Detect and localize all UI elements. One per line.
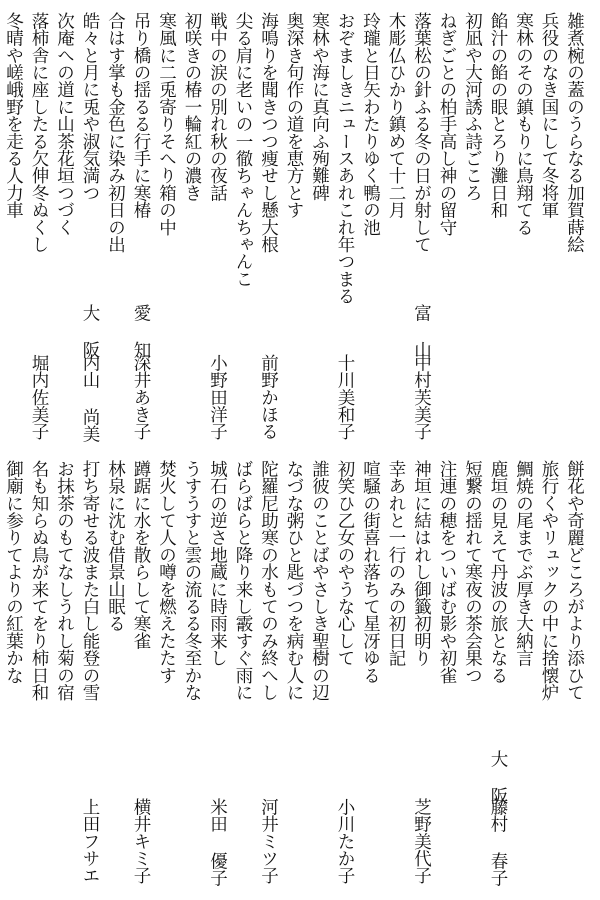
haiku-column <box>2 460 26 900</box>
haiku-line: 玲瓏と日矢わたりゆく鴨の池 <box>360 12 381 236</box>
haiku-line: 合はす掌も金色に染み初日の出 <box>105 12 126 253</box>
haiku-column <box>231 12 255 452</box>
haiku-column <box>563 460 587 900</box>
author-name: 藤村 春子 <box>488 798 508 887</box>
haiku-column <box>537 460 561 900</box>
haiku-line: 城石の逆さ地蔵に時雨来し <box>207 460 228 667</box>
author-name: 芝野美代子 <box>411 798 432 885</box>
haiku-column <box>257 12 281 452</box>
haiku-column <box>2 12 26 452</box>
author-name: 深井あき子 <box>131 354 151 441</box>
haiku-line: 冬晴や嵯峨野を走る人力車 <box>3 12 24 219</box>
haiku-column <box>537 12 561 452</box>
haiku-line: 皓々と月に兎や淑気満つ <box>80 12 100 202</box>
haiku-column <box>104 12 128 452</box>
haiku-line: 焚火して人の噂を燃えたたす <box>156 460 177 684</box>
haiku-line: 鯛焼の尾までぶ厚き大納言 <box>513 460 534 667</box>
haiku-column <box>206 460 230 900</box>
haiku-line: おぞましきニュースあれこれ年つまる <box>335 12 355 305</box>
author-name: 小野田洋子 <box>207 354 228 441</box>
author-region: 富 山 <box>411 304 432 359</box>
haiku-column <box>384 460 408 900</box>
haiku-line: お抹茶のもてなしうれし菊の宿 <box>54 460 75 701</box>
haiku-column <box>308 12 332 452</box>
haiku-column <box>512 460 536 900</box>
haiku-line: うすうすと雲の流るる冬至かな <box>182 460 202 701</box>
haiku-line: 餅花や奇麗どころがより添ひて <box>564 460 585 701</box>
haiku-column <box>53 460 77 900</box>
haiku-column <box>461 12 485 452</box>
author-name: 前野かほる <box>258 354 279 441</box>
haiku-line: 旅行くやリュックの中に捨懐炉 <box>539 460 559 701</box>
haiku-line: ばらばらと降り来し霰すぐ雨に <box>233 460 253 701</box>
haiku-column <box>206 12 230 452</box>
haiku-column <box>155 460 179 900</box>
haiku-line: 鹿垣の見えて丹波の旅となる <box>488 460 508 684</box>
haiku-line: 蹲踞に水を散らして寒雀 <box>131 460 151 650</box>
haiku-line: 戦中の涙の別れ秋の夜話 <box>207 12 228 202</box>
haiku-line: 尖る肩に老いの一徹ちゃんちゃんこ <box>233 12 253 288</box>
haiku-line: 喧騒の街喜れ落ちて星冴ゆる <box>360 460 381 684</box>
haiku-line: 初笑ひ乙女のやうな心して <box>335 460 355 667</box>
haiku-line: 奥深き句作の道を恵方とす <box>284 12 304 219</box>
haiku-line: 次庵への道に山茶花垣つづく <box>54 12 75 236</box>
author-name: 上田フサエ <box>80 798 100 885</box>
haiku-line: 寒林のその鎮もりに鳥翔てる <box>513 12 534 236</box>
haiku-line: 餡汁の餡の眼とろり灘日和 <box>488 12 508 219</box>
haiku-column <box>333 460 357 900</box>
haiku-column <box>384 12 408 452</box>
haiku-line: 吊り橋の揺るる行手に寒椿 <box>131 12 151 219</box>
haiku-line: なづな粥ひと匙づつを病む人に <box>284 460 304 701</box>
haiku-column <box>359 12 383 452</box>
haiku-column <box>435 460 459 900</box>
haiku-line: 初咲きの椿一輪紅の濃き <box>182 12 202 202</box>
haiku-line: 初凪や大河誘ふ詩ごころ <box>462 12 483 202</box>
author-name: 十川美和子 <box>335 354 355 441</box>
author-name: 小川たか子 <box>335 798 355 885</box>
haiku-line: 落葉松の針ふる冬の日が射して <box>411 12 432 253</box>
haiku-column <box>461 460 485 900</box>
haiku-line: 雑煮椀の蓋のうらなる加賀蒔絵 <box>564 12 585 253</box>
haiku-column <box>333 12 357 452</box>
haiku-column <box>410 12 434 452</box>
haiku-column <box>257 460 281 900</box>
haiku-line: 落柿舎に座したる欠伸冬ぬくし <box>29 12 49 253</box>
haiku-column <box>180 460 204 900</box>
author-name: 米田 優子 <box>207 798 228 887</box>
author-region: 愛 知 <box>131 304 151 359</box>
haiku-line: 木彫仏ひかり鎮めて十二月 <box>386 12 406 219</box>
haiku-column <box>486 460 510 900</box>
author-name: 横井キミ子 <box>131 798 151 885</box>
author-name: 中村芙美子 <box>411 354 432 441</box>
haiku-column <box>410 460 434 900</box>
haiku-line: 寒風に二兎寄りそへり箱の中 <box>156 12 177 236</box>
haiku-column <box>359 460 383 900</box>
haiku-column <box>231 460 255 900</box>
haiku-column <box>78 12 102 452</box>
haiku-column <box>282 12 306 452</box>
haiku-column <box>53 12 77 452</box>
haiku-column <box>180 12 204 452</box>
haiku-line: 幸あれと一行のみの初日記 <box>386 460 406 667</box>
haiku-column <box>155 12 179 452</box>
haiku-line: 寒林や海に真向ふ殉難碑 <box>309 12 330 202</box>
haiku-column <box>129 12 153 452</box>
haiku-line: 陀羅尼助寒の水もてのみ終へし <box>258 460 279 701</box>
haiku-line: 短繋の揺れて寒夜の茶会果つ <box>462 460 483 684</box>
haiku-line: 注連の穂をついばむ影や初雀 <box>437 460 457 684</box>
haiku-line: 兵役のなき国にして冬将軍 <box>539 12 559 219</box>
haiku-line: 神垣に結はれし御籤初明り <box>411 460 432 667</box>
haiku-line: ねぎごとの柏手高し神の留守 <box>437 12 457 236</box>
haiku-column <box>486 12 510 452</box>
haiku-column <box>563 12 587 452</box>
haiku-column <box>282 460 306 900</box>
haiku-column <box>27 12 51 452</box>
haiku-line: 打ち寄せる波また白し能登の雪 <box>80 460 100 701</box>
haiku-column <box>104 460 128 900</box>
haiku-column <box>78 460 102 900</box>
author-name: 堀内佐美子 <box>29 354 49 441</box>
haiku-line: 誰彼のことばやさしき聖樹の辺 <box>309 460 330 701</box>
haiku-column <box>27 460 51 900</box>
haiku-column <box>129 460 153 900</box>
author-name: 内山 尚美 <box>80 354 100 443</box>
haiku-line: 海鳴りを聞きつつ痩せし懸大根 <box>258 12 279 253</box>
haiku-column <box>512 12 536 452</box>
haiku-line: 御廟に参りてよりの紅葉かな <box>3 460 24 684</box>
author-region: 大 阪 <box>488 750 508 805</box>
haiku-line: 林泉に沈む借景山眠る <box>105 460 126 633</box>
author-region: 大 阪 <box>80 304 100 359</box>
author-name: 河井ミツ子 <box>258 798 279 885</box>
haiku-column <box>308 460 332 900</box>
haiku-line: 名も知らぬ鳥が来てをり柿日和 <box>29 460 49 701</box>
haiku-column <box>435 12 459 452</box>
